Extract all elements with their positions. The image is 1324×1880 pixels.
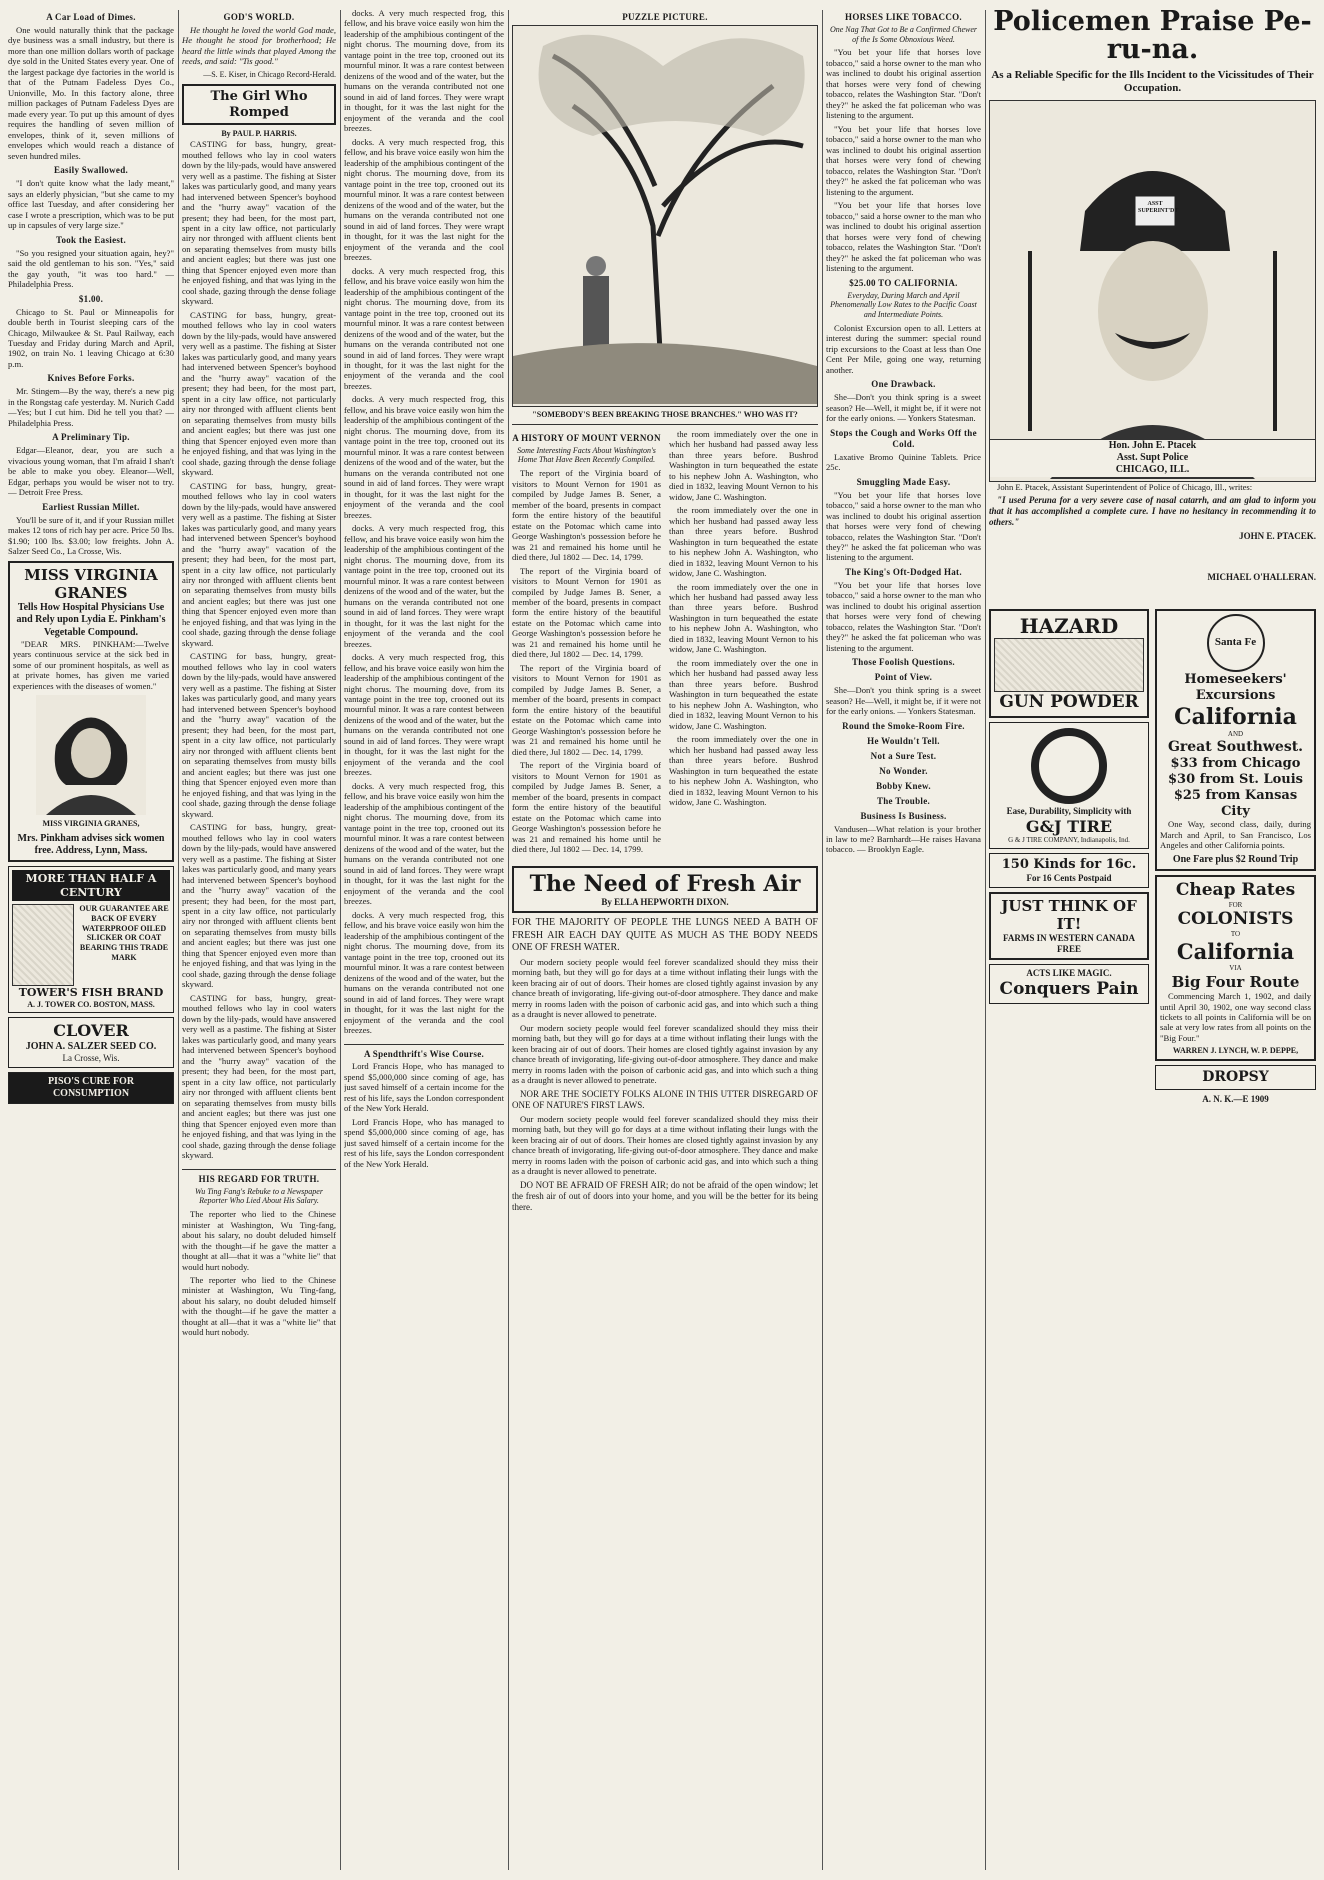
peruna-portrait — [989, 100, 1316, 482]
dropsy-ad — [1155, 1065, 1316, 1090]
ad-text: One Way, second class, daily, during March and April, to San Francisco, Los Angeles and other California points. — [1160, 819, 1311, 851]
ad-headline: 150 Kinds for 16c. — [1001, 856, 1137, 872]
article-author: By ELLA HEPWORTH DIXON. — [601, 897, 729, 908]
story-continuation: docks. A very much respected frog, this fellow, and his brave voice easily won him the leadership of the amphibious contingent of the night chorus. The mourning dove, from its vantage point in the tree top, crooned out its mournful minor. It was a rare contest between denizens of the wood and of the water, but the humans on the veranda contributed not one sound in aid of land forces. They were wrapt in thought, for it was the last night for the enjoyment of the veranda and the cool breezes. — [344, 909, 504, 1036]
section-subtitle: Everyday, During March and April Phenomenally Low Rates to the Pacific Coast and Intermediate Points. — [830, 290, 977, 320]
column-5 — [826, 8, 981, 1872]
story-text: CASTING for bass, hungry, great-mouthed fellows who lay in cool waters down by the lily-pads, would have answered very well as a pastime. The fishing at Sister lakes was particularly good, and many years had intervened between Spencer's boyhood and the "hurry away" vacation of the present; they had been, for the most part, spent in a city law office, not particularly airy nor thronged with affluent clients bent on separating themselves from musty bills and ancient eagles; but there was just one thing that Spencer enjoyed even more than he enjoyed fishing, and that was lying in the cool shade, gazing through the dense foliage skyward. — [182, 309, 336, 478]
section-subtitle: One Nag That Got to Be a Confirmed Chewer of the Is Some Obnoxious Weed. — [829, 24, 978, 44]
badge-text: ASST SUPERINT'DT — [1138, 200, 1179, 214]
section-text: She—Don't you think spring is a sweet season? He—Well, it might be, if it were not for the early onions. — Yonkers Statesman. — [826, 685, 981, 717]
brand-name: TOWER'S FISH BRAND — [18, 986, 164, 1000]
caption-title: Asst. Supt Police — [1116, 452, 1189, 464]
article-title: Knives Before Forks. — [47, 373, 135, 384]
section-title: A Spendthrift's Wise Course. — [363, 1048, 485, 1059]
peruna-signature: JOHN E. PTACEK. — [1239, 530, 1316, 541]
mount-vernon-article — [512, 429, 661, 858]
caption-city: CHICAGO, ILL. — [1115, 464, 1190, 476]
poem-title: GOD'S WORLD. — [223, 12, 295, 22]
hazard-ad — [989, 609, 1149, 718]
article-title: A Preliminary Tip. — [52, 432, 130, 443]
ad-headline: CLOVER — [53, 1021, 129, 1041]
portrait-illustration — [36, 695, 146, 815]
section-subtitle: Some Interesting Facts About Washington's Home That Have Been Recently Compiled. — [517, 445, 656, 465]
ad-headline: MISS VIRGINIA GRANES — [24, 565, 158, 602]
article-text: Edgar—Eleanor, dear, you are such a vivacious young woman, that I'm afraid I shan't be able to make you obey. Eleanor—Well, Edgar, perhaps you would be wiser not to try. — Detroit Free Press. — [8, 445, 174, 498]
ad-headline-2: COLONISTS — [1177, 909, 1294, 930]
puzzle-title: PUZZLE PICTURE. — [622, 12, 708, 22]
story-text: CASTING for bass, hungry, great-mouthed fellows who lay in cool waters down by the lily-pads, would have answered very well as a pastime. The fishing at Sister lakes was particularly good, and many years had intervened between Spencer's boyhood and the "hurry away" vacation of the present; they had been, for the most part, spent in a city law office, not particularly airy nor thronged with affluent clients bent on separating themselves from musty bills and ancient eagles; but there was just one thing that Spencer enjoyed even more than he enjoyed fishing, and that was lying in the cool shade, gazing through the dense foliage skyward. — [182, 822, 336, 990]
story-continuation: docks. A very much respected frog, this fellow, and his brave voice easily won him the leadership of the amphibious contingent of the night chorus. The mourning dove, from its vantage point in the tree top, crooned out its mournful minor. It was a rare contest between denizens of the wood and of the water, but the humans on the veranda contributed not one sound in aid of land forces. They were wrapt in thought, for it was the last night for the enjoyment of the veranda and the cool breezes. — [344, 523, 504, 649]
section-text: Lord Francis Hope, who has managed to spend $5,000,000 since coming of age, has just saved himself of a certain income for the rest of his life, says the London correspondent of the New York Herald. — [344, 1061, 504, 1114]
article-title: Earliest Russian Millet. — [42, 501, 140, 512]
ad-for: FOR — [1228, 900, 1243, 909]
ad-headline: Conquers Pain — [999, 979, 1139, 1000]
section-title: A HISTORY OF MOUNT VERNON — [512, 432, 661, 443]
story-continuation: docks. A very much respected frog, this fellow, and his brave voice easily won him the leadership of the amphibious contingent of the night chorus. The mourning dove, from its vantage point in the tree top, crooned out its mournful minor. It was a rare contest between denizens of the wood and of the water, but the humans on the veranda contributed not one sound in aid of land forces. They were wrapt in thought, for it was the last night for the enjoyment of the veranda and the cool breezes. — [344, 780, 504, 907]
column-rule — [822, 10, 823, 1870]
ad-and: AND — [1227, 730, 1244, 739]
section-title: Business Is Business. — [860, 810, 947, 821]
ad-route: Big Four Route — [1171, 972, 1300, 991]
ad-closing: Mrs. Pinkham advises sick women free. Address, Lynn, Mass. — [17, 832, 165, 857]
story-continuation: docks. A very much respected frog, this fellow, and his brave voice easily won him the leadership of the amphibious contingent of the night chorus. The mourning dove, from its vantage point in the tree top, crooned out its mournful minor. It was a rare contest between denizens of the wood and of the water, but the humans on the veranda contributed not one sound in aid of land forces. They were wrapt in thought, for it was the last night for the enjoyment of the veranda and the cool breezes. — [344, 8, 504, 134]
story-continuation: docks. A very much respected frog, this fellow, and his brave voice easily won him the leadership of the amphibious contingent of the night chorus. The mourning dove, from its vantage point in the tree top, crooned out its mournful minor. It was a rare contest between denizens of the wood and of the water, but the humans on the veranda contributed not one sound in aid of land forces. They were wrapt in thought, for it was the last night for the enjoyment of the veranda and the cool breezes. — [344, 265, 504, 391]
ad-text: ACTS LIKE MAGIC. — [1026, 968, 1112, 979]
caption-name: Hon. John E. Ptacek — [1108, 439, 1197, 451]
section-text: The reporter who lied to the Chinese minister at Washington, Wu Ting-fang, about his salary, no doubt deluded himself with the thought—if he gave the matter a thought at all—that it was a "white lie" that would hurt nobody. — [182, 1275, 336, 1338]
column-2 — [182, 8, 336, 1872]
story-text: CASTING for bass, hungry, great-mouthed fellows who lay in cool waters down by the lily-pads, would have answered very well as a pastime. The fishing at Sister lakes was particularly good, and many years had intervened between Spencer's boyhood and the "hurry away" vacation of the present; they had been, for the most part, spent in a city law office, not particularly airy nor thronged with affluent clients bent on separating themselves from musty bills and ancient eagles; but there was just one thing that Spencer enjoyed even more than he enjoyed fishing, and that was lying in the cool shade, gazing through the dense foliage skyward. — [182, 480, 336, 648]
footer-code: A. N. K.—E 1909 — [1202, 1094, 1269, 1105]
pinkham-ad — [8, 561, 174, 863]
tire-line: Ease, Durability, Simplicity with — [1006, 805, 1132, 816]
section-text: the room immediately over the one in which her husband had passed away less than three years before. Bushrod Washington in turn bequeathed the estate to his nephew John A. Washington, who died in 1832, leaving Mount Vernon to his widow, Jane C. Washington. — [669, 428, 818, 502]
column-3 — [344, 8, 504, 1872]
tire-brand: G&J TIRE — [1025, 816, 1113, 836]
section-text: She—Don't you think spring is a sweet season? He—Well, it might be, if it were not for the early onions. — Yonkers Statesman. — [826, 392, 981, 424]
fare-line: $33 from Chicago — [1170, 755, 1301, 771]
tire-company: G & J TIRE COMPANY, Indianapolis, Ind. — [1008, 836, 1130, 845]
column-rule — [508, 10, 509, 1870]
section-text: "You bet your life that horses love tobacco," said a horse owner to the man who was inclined to doubt his original assertion that horses were very fond of chewing tobacco, relates the Washington Star. "Don't they?" he asked the fat policeman who was listening to the argument. — [826, 123, 981, 197]
article-text: "I don't quite know what the lady meant," says an elderly physician, "but she came to my office last Tuesday, and after considering her case I wrote a prescription, which was to be put up in capsules of very large size." — [8, 178, 174, 231]
story-text: CASTING for bass, hungry, great-mouthed fellows who lay in cool waters down by the lily-pads, would have answered very well as a pastime. The fishing at Sister lakes was particularly good, and many years had intervened between Spencer's boyhood and the "hurry away" vacation of the present; they had been, for the most part, spent in a city law office, not particularly airy nor thronged with affluent clients bent on separating themselves from musty bills and ancient eagles; but there was just one thing that Spencer enjoyed even more than he enjoyed fishing, and that was lying in the cool shade, gazing through the dense foliage skyward. — [182, 651, 336, 819]
story-text: CASTING for bass, hungry, great-mouthed fellows who lay in cool waters down by the lily-pads, would have answered very well as a pastime. The fishing at Sister lakes was particularly good, and many years had intervened between Spencer's boyhood and the "hurry away" vacation of the present; they had been, for the most part, spent in a city law office, not particularly airy nor thronged with affluent clients bent on separating themselves from musty bills and ancient eagles; but there was just one thing that Spencer enjoyed even more than he enjoyed fishing, and that was lying in the cool shade, gazing through the dense foliage skyward. — [182, 992, 336, 1161]
santa-fe-logo: Santa Fe — [1207, 614, 1265, 672]
article-text: One would naturally think that the package dye business was a small industry, but there is more than one million dollars worth of package dye sold in the United States every year. One of the largest package dye factories in the world is that of the Putnam Fadeless Dyes Co., Unionville, Mo. In this factory alone, three million packages of Putnam Fadeless Dyes are made every year. To put up this amount of dyes requires the handling of seven million of envelopes, think of it, seven millions of envelopes which would reach a distance of seven hundred miles. — [8, 24, 174, 161]
section-title: The King's Oft-Dodged Hat. — [845, 566, 962, 577]
ad-headline: JUST THINK OF IT! — [1001, 896, 1137, 934]
fare-line: $30 from St. Louis — [1167, 771, 1304, 787]
piso-ad — [8, 1072, 174, 1104]
section-text: "You bet your life that horses love tobacco," said a horse owner to the man who was inclined to doubt his original assertion that horses were very fond of chewing tobacco, relates the Washington Star. "Don't they?" he asked the fat policeman who was listening to the argument. — [826, 579, 981, 653]
puzzle-illustration — [512, 25, 818, 407]
ad-headline: DROPSY — [1202, 1069, 1269, 1086]
column-rule — [985, 10, 986, 1870]
ad-headline-2: California — [1174, 703, 1297, 730]
article-text: Our modern society people would feel forever scandalized should they miss their morning bath, but they will go for days at a time without inflating their lungs with the keen bracing air of out of doors. Their homes are closed tightly against invasion by any chance breath of invigorating, life-giving out-of-door atmosphere. They dance and make merry in rooms laden with the poison of carbonic acid gas, and into which such a thing as a draught is never allowed to penetrate. — [512, 1113, 818, 1177]
column-4 — [512, 8, 818, 1872]
story-continuation: docks. A very much respected frog, this fellow, and his brave voice easily won him the leadership of the amphibious contingent of the night chorus. The mourning dove, from its vantage point in the tree top, crooned out its mournful minor. It was a rare contest between denizens of the wood and of the water, but the humans on the veranda contributed not one sound in aid of land forces. They were wrapt in thought, for it was the last night for the enjoyment of the veranda and the cool breezes. — [344, 394, 504, 520]
ad-headline: MORE THAN HALF A CENTURY — [12, 870, 170, 901]
section-title: HIS REGARD FOR TRUTH. — [198, 1173, 320, 1184]
ad-address: A. J. TOWER CO. BOSTON, MASS. — [27, 999, 155, 1009]
article-text: Mr. Stingem—By the way, there's a new pig in the Rongstag cafe yesterday. M. Nurich Cadd—Yes; but I cut him. Did he tell you that? — Philadelphia Press. — [8, 386, 174, 428]
section-text: Lord Francis Hope, who has managed to spend $5,000,000 since coming of age, has just saved himself of a certain income for the rest of his life, says the London correspondent of the New York Herald. — [344, 1116, 504, 1169]
ad-brand-bottom: GUN POWDER — [999, 692, 1139, 713]
ad-company: JOHN A. SALZER SEED CO. — [25, 1040, 157, 1052]
section-title: One Drawback. — [871, 379, 936, 390]
article-text: You'll be sure of it, and if your Russian millet makes 12 tons of rich hay per acre. Price 50 lbs. $1.90; 100 lbs. $3.00; low freights. John A. Salzer Seed Co., La Crosse, Wis. — [8, 514, 174, 557]
section-text: the room immediately over the one in which her husband had passed away less than three years before. Bushrod Washington in turn bequeathed the estate to his nephew John A. Washington, who died in 1832, leaving Mount Vernon to his widow, Jane C. Washington. — [669, 581, 818, 655]
section-title: The Trouble. — [876, 795, 931, 806]
peruna-subheadline: As a Reliable Specific for the Ills Incident to the Vicissitudes of Their Occupation. — [991, 68, 1314, 95]
ad-via: VIA — [1229, 964, 1242, 973]
salzer-clover-ad — [8, 1017, 174, 1068]
think-ad — [989, 892, 1149, 961]
conquers-ad — [989, 964, 1149, 1004]
tower-ad — [8, 866, 174, 1013]
section-text: the room immediately over the one in which her husband had passed away less than three years before. Bushrod Washington in turn bequeathed the estate to his nephew John A. Washington, who died in 1832, leaving Mount Vernon to his widow, Jane C. Washington. — [669, 734, 818, 808]
story-text: CASTING for bass, hungry, great-mouthed fellows who lay in cool waters down by the lily-pads, would have answered very well as a pastime. The fishing at Sister lakes was particularly good, and many years had intervened between Spencer's boyhood and the "hurry away" vacation of the present; they had been, for the most part, spent in a city law office, not particularly airy nor thronged with affluent clients bent on separating themselves from musty bills and ancient eagles; but there was just one thing that Spencer enjoyed even more than he enjoyed fishing, and that was lying in the cool shade, gazing through the dense foliage skyward. — [182, 139, 336, 307]
section-text: Vandusen—What relation is your brother in law to me? Barnhardt—He raises Havana tobacco. — Brooklyn Eagle. — [826, 823, 981, 855]
story-continuation: docks. A very much respected frog, this fellow, and his brave voice easily won him the leadership of the amphibious contingent of the night chorus. The mourning dove, from its vantage point in the tree top, crooned out its mournful minor. It was a rare contest between denizens of the wood and of the water, but the humans on the veranda contributed not one sound in aid of land forces. They were wrapt in thought, for it was the last night for the enjoyment of the veranda and the cool breezes. — [344, 652, 504, 778]
article-title: Took the Easiest. — [55, 234, 127, 245]
section-title: Smuggling Made Easy. — [856, 476, 951, 487]
article-text: "So you resigned your situation again, hey?" said the old gentleman to his son. "Yes," said the gay youth, "it was too hard." — Philadelphia Press. — [8, 247, 174, 290]
peruna-signature-2: MICHAEL O'HALLERAN. — [1207, 571, 1316, 582]
story-author: By PAUL P. HARRIS. — [221, 129, 297, 139]
section-title: Round the Smoke-Room Fire. — [842, 720, 965, 731]
section-title: No Wonder. — [879, 765, 928, 776]
section-title: Those Foolish Questions. — [852, 657, 955, 668]
article-headline: The Need of Fresh Air — [529, 870, 801, 897]
column-1 — [8, 8, 174, 1872]
section-title: Point of View. — [874, 672, 933, 683]
ad-headline: Homeseekers' Excursions — [1184, 671, 1287, 703]
article-text: Our modern society people would feel forever scandalized should they miss their morning bath, but they will go for days at a time without inflating their lungs with the keen bracing air of out of doors. Their homes are closed tightly against invasion by any chance breath of invigorating, life-giving out-of-door atmosphere. They dance and make merry in rooms laden with the poison of carbonic acid gas, and into which such a thing as a draught is never allowed to penetrate. — [512, 956, 818, 1020]
ad-text: OUR GUARANTEE ARE BACK OF EVERY WATERPROOF OILED SLICKER OR COAT BEARING THIS TRADE MARK — [79, 904, 169, 962]
ad-signature: WARREN J. LYNCH, W. P. DEPPE, — [1172, 1046, 1299, 1056]
section-text: The report of the Virginia board of visitors to Mount Vernon for 1901 as compiled by Judge James B. Sener, a member of the board, presents in compact form the entire history of the beautiful estate on the Potomac which came into George Washington's possession before he was 21 and remained his home until he died there, Jul 1802 — Dec. 14, 1799. — [512, 468, 661, 563]
farms-text: FARMS IN WESTERN CANADA FREE — [1003, 933, 1135, 955]
article-title: Easily Swallowed. — [53, 165, 129, 176]
story-continuation: docks. A very much respected frog, this fellow, and his brave voice easily won him the leadership of the amphibious contingent of the night chorus. The mourning dove, from its vantage point in the tree top, crooned out its mournful minor. It was a rare contest between denizens of the wood and of the water, but the humans on the veranda contributed not one sound in aid of land forces. They were wrapt in thought, for it was the last night for the enjoyment of the veranda and the cool breezes. — [344, 136, 504, 263]
section-title: Stops the Cough and Works Off the Cold. — [830, 427, 977, 449]
peruna-headline: Policemen Praise Pe-ru-na. — [993, 8, 1312, 66]
ad-headline: Cheap Rates — [1175, 880, 1296, 901]
ad-round-trip: One Fare plus $2 Round Trip — [1172, 853, 1299, 865]
section-title: Not a Sure Test. — [870, 750, 937, 761]
poem-credit: —S. E. Kiser, in Chicago Record-Herald. — [203, 69, 336, 79]
column-rule — [178, 10, 179, 1870]
mount-vernon-continued — [669, 429, 818, 858]
ad-headline-3: California — [1176, 938, 1295, 964]
article-title: A Car Load of Dimes. — [46, 12, 136, 22]
section-text: The report of the Virginia board of visitors to Mount Vernon for 1901 as compiled by Judge James B. Sener, a member of the board, presents in compact form the entire history of the beautiful estate on the Potomac which came into George Washington's possession before he was 21 and remained his home until he died there, Jul 1802 — Dec. 14, 1799. — [512, 662, 661, 757]
santa-fe-ad — [1155, 609, 1316, 871]
peruna-text: John E. Ptacek, Assistant Superintendent of Police of Chicago, Ill., writes: — [997, 481, 1253, 492]
portrait-caption — [990, 439, 1315, 477]
slicker-illustration — [12, 904, 74, 986]
ad-city: La Crosse, Wis. — [62, 1053, 120, 1064]
section-text: The report of the Virginia board of visitors to Mount Vernon for 1901 as compiled by Judge James B. Sener, a member of the board, presents in compact form the entire history of the beautiful estate on the Potomac which came into George Washington's possession before he was 21 and remained his home until he died there, Jul 1802 — Dec. 14, 1799. — [512, 760, 661, 855]
article-text: Our modern society people would feel forever scandalized should they miss their morning bath, but they will go for days at a time without inflating their lungs with the keen bracing air of out of doors. Their homes are closed tightly against invasion by any chance breath of invigorating, life-giving out-of-door atmosphere. They dance and make merry in rooms laden with the poison of carbonic acid gas, and into which such a thing as a draught is never allowed to penetrate. — [512, 1022, 818, 1086]
ad-text: PISO'S CURE FOR CONSUMPTION — [47, 1075, 135, 1100]
article-title: $1.00. — [78, 293, 104, 304]
seed-kinds-ad — [989, 853, 1149, 888]
ad-text: Commencing March 1, 1902, and daily until April 30, 1902, one way second class tickets to all points in California will be on sale at very low rates from all points on the "Big Four." — [1160, 991, 1311, 1043]
section-title: $25.00 TO CALIFORNIA. — [849, 277, 958, 288]
big-four-ad — [1155, 875, 1316, 1061]
lead-paragraph: FOR THE MAJORITY OF PEOPLE THE LUNGS NEED A BATH OF FRESH AIR EACH DAY QUITE AS MUCH AS THE BODY NEEDS ONE OF FRESH WATER. — [512, 917, 818, 953]
column-rule — [340, 10, 341, 1870]
fare-line: $25 from Kansas City — [1173, 787, 1298, 819]
puzzle-caption: "SOMEBODY'S BEEN BREAKING THOSE BRANCHES." WHO WAS IT? — [532, 409, 798, 419]
section-title: HORSES LIKE TOBACCO. — [845, 12, 962, 22]
section-text: Laxative Bromo Quinine Tablets. Price 25c. — [826, 451, 981, 473]
article-closing: DO NOT BE AFRAID OF FRESH AIR; do not be afraid of the open window; let the fresh air of out of doors into your home, and you will be the better for its being there. — [512, 1179, 818, 1212]
portrait-caption: MISS VIRGINIA GRANES, — [42, 819, 140, 829]
section-text: "You bet your life that horses love tobacco," said a horse owner to the man who was inclined to doubt his original assertion that horses were very fond of chewing tobacco, relates the Washington Star. "Don't they?" he asked the fat policeman who was listening to the argument. — [826, 47, 981, 121]
section-text: The reporter who lied to the Chinese minister at Washington, Wu Ting-fang, about his salary, no doubt deluded himself with the thought—if he gave the matter a thought at all—that it was a "white lie" that would hurt nobody. — [182, 1209, 336, 1272]
ad-headline-3: Great Southwest. — [1167, 738, 1304, 755]
hunting-illustration — [994, 638, 1144, 692]
section-text: Colonist Excursion open to all. Letters at interest during the summer: special round trip excursions to the Coast at less than One Cent Per Mile, going one way, returning another. — [826, 322, 981, 375]
section-text: the room immediately over the one in which her husband had passed away less than three years before. Bushrod Washington in turn bequeathed the estate to his nephew John A. Washington, who died in 1832, leaving Mount Vernon to his widow, Jane C. Washington. — [669, 657, 818, 731]
section-text: the room immediately over the one in which her husband had passed away less than three years before. Bushrod Washington in turn bequeathed the estate to his nephew John A. Washington, who died in 1832, leaving Mount Vernon to his widow, Jane C. Washington. — [669, 505, 818, 579]
ad-brand-top: HAZARD — [1019, 613, 1119, 638]
story-title: The Girl Who Romped — [210, 88, 308, 120]
article-text: Chicago to St. Paul or Minneapolis for double berth in Tourist sleeping cars of the Chicago, Milwaukee & St. Paul Railway, each Tuesday and Friday during March and April, 1902, on train No. 1 leaving Chicago at 6:30 p.m. — [8, 306, 174, 369]
section-text: "You bet your life that horses love tobacco," said a horse owner to the man who was inclined to doubt his original assertion that horses were very fond of chewing tobacco, relates the Washington Star. "Don't they?" he asked the fat policeman who was listening to the argument. — [826, 489, 981, 563]
fresh-air-article — [512, 866, 818, 914]
section-text: The report of the Virginia board of visitors to Mount Vernon for 1901 as compiled by Judge James B. Sener, a member of the board, presents in compact form the entire history of the beautiful estate on the Potomac which came into George Washington's possession before he was 21 and remained his home until he died there, Jul 1802 — Dec. 14, 1799. — [512, 565, 661, 660]
column-6 — [989, 8, 1316, 1872]
section-text: "You bet your life that horses love tobacco," said a horse owner to the man who was inclined to doubt his original assertion that horses were very fond of chewing tobacco, relates the Washington Star. "Don't they?" he asked the fat policeman who was listening to the argument. — [826, 200, 981, 274]
ad-text: "DEAR MRS. PINKHAM:—Twelve years continuous service at the sick bed in some of our prominent hospitals, as well as at private homes, has given me varied experiences with the diseases of women." — [13, 638, 169, 691]
story-title-box — [182, 84, 336, 126]
ad-sub: For 16 Cents Postpaid — [1026, 872, 1112, 883]
ad-subheadline: Tells How Hospital Physicians Use and Rely upon Lydia E. Pinkham's Vegetable Compound. — [16, 602, 166, 638]
poem-text: He thought he loved the world God made, He thought he stood for brotherhood; He heard the little winds that played Among the reeds, and said: "Tis good." — [182, 24, 336, 67]
tire-icon — [1031, 728, 1107, 804]
section-subtitle: Wu Ting Fang's Rebuke to a Newspaper Reporter Who Lied About His Salary. — [195, 1186, 323, 1206]
section-title: Bobby Knew. — [876, 780, 931, 791]
peruna-quote: "I used Peruna for a very severe case of nasal catarrh, and am glad to inform you that it has accomplished a complete cure. I have no hesitancy in recommending it to others." — [989, 494, 1316, 527]
ad-to: TO — [1230, 930, 1241, 939]
tire-ad — [989, 722, 1149, 849]
article-caps: NOR ARE THE SOCIETY FOLKS ALONE IN THIS UTTER DISREGARD OF ONE OF NATURE'S FIRST LAWS. — [512, 1088, 818, 1110]
section-title: He Wouldn't Tell. — [867, 735, 940, 746]
